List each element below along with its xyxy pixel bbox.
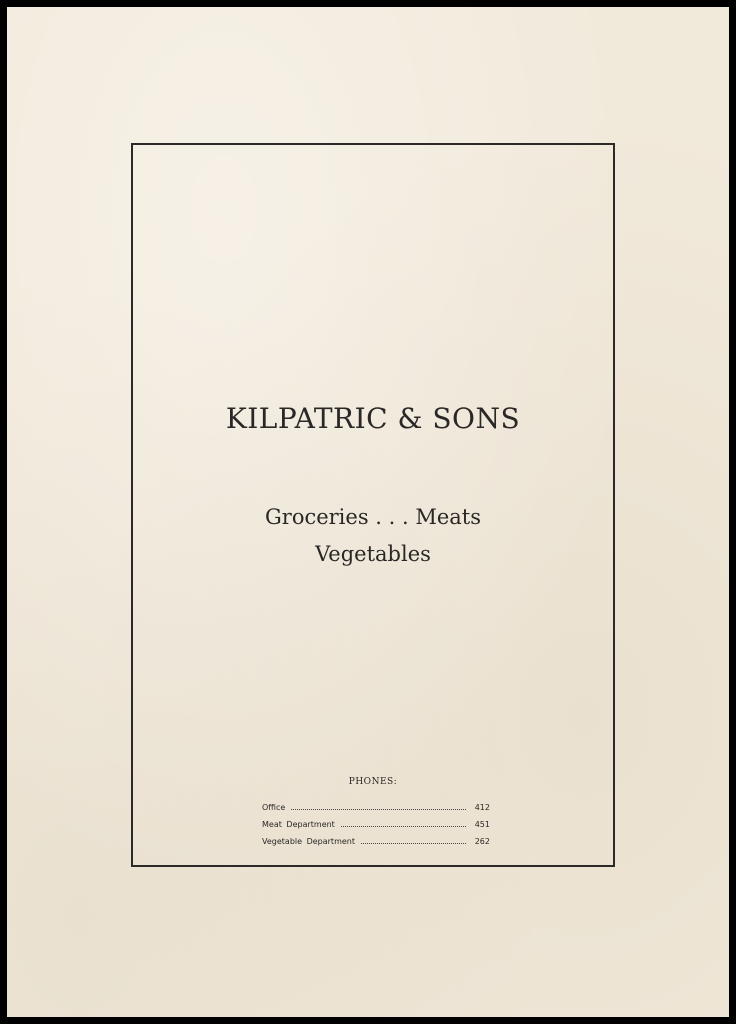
phone-label: Office bbox=[262, 803, 286, 812]
phone-list bbox=[262, 795, 490, 846]
phone-row-office bbox=[262, 795, 490, 812]
dot-leader bbox=[291, 809, 466, 810]
dot-leader bbox=[341, 826, 466, 827]
phone-number: 451 bbox=[474, 820, 490, 829]
page bbox=[7, 7, 729, 1017]
company-name: KILPATRIC & SONS bbox=[225, 402, 521, 435]
phone-label: Meat Department bbox=[262, 820, 335, 829]
dot-leader bbox=[361, 843, 466, 844]
phone-label: Vegetable Department bbox=[262, 837, 355, 846]
products-line-2: Vegetables bbox=[315, 542, 431, 566]
phone-row-vegetable-department bbox=[262, 829, 490, 846]
phone-number: 262 bbox=[474, 837, 490, 846]
phones-heading: PHONES: bbox=[348, 777, 398, 787]
advertisement-box bbox=[131, 143, 615, 867]
products-line-1: Groceries . . . Meats bbox=[265, 505, 481, 529]
phone-number: 412 bbox=[474, 803, 490, 812]
phone-row-meat-department bbox=[262, 812, 490, 829]
